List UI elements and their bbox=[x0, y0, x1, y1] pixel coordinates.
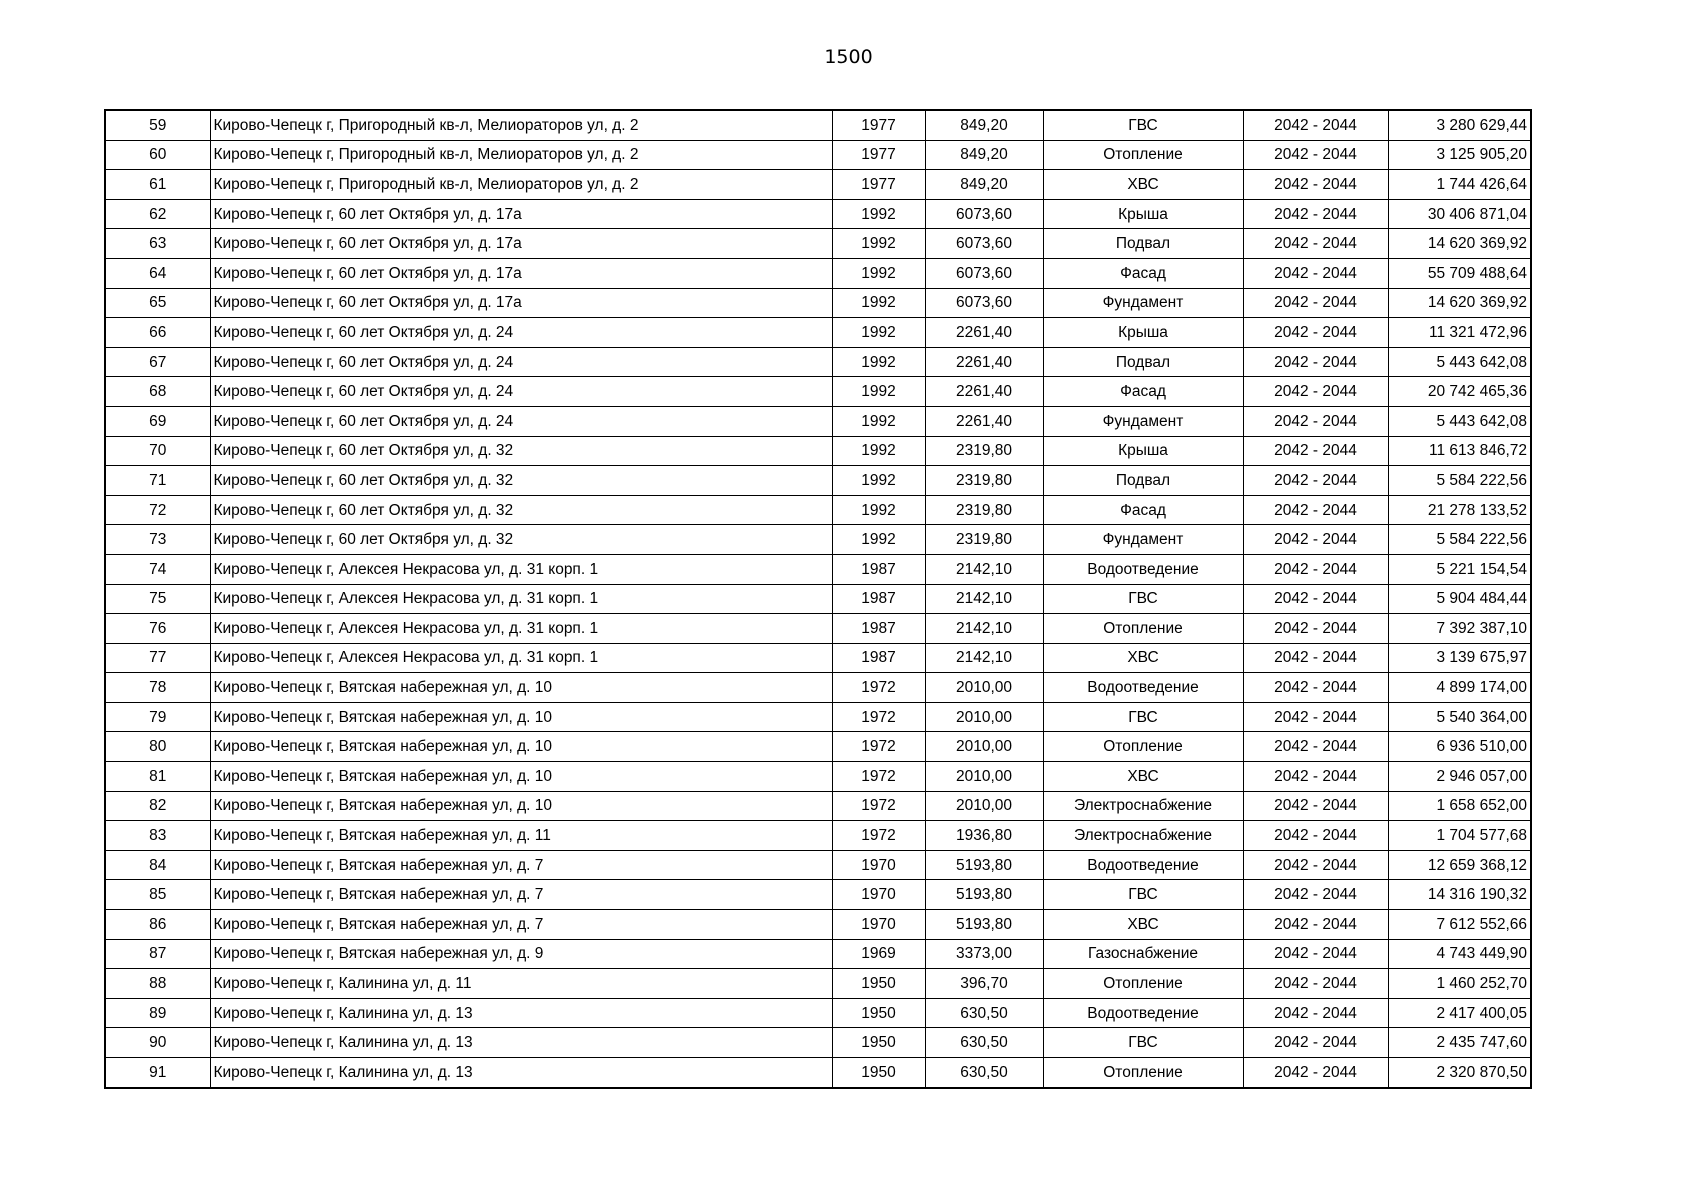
row-number-cell: 87 bbox=[105, 939, 210, 969]
work-type-cell: Отопление bbox=[1043, 732, 1243, 762]
row-number-cell: 79 bbox=[105, 702, 210, 732]
area-cell: 2261,40 bbox=[925, 406, 1043, 436]
address-cell: Кирово-Чепецк г, Калинина ул, д. 13 bbox=[210, 1058, 832, 1088]
cost-cell: 20 742 465,36 bbox=[1388, 377, 1531, 407]
period-cell: 2042 - 2044 bbox=[1243, 406, 1388, 436]
period-cell: 2042 - 2044 bbox=[1243, 702, 1388, 732]
area-cell: 2010,00 bbox=[925, 732, 1043, 762]
area-cell: 630,50 bbox=[925, 1058, 1043, 1088]
work-type-cell: Отопление bbox=[1043, 140, 1243, 170]
cost-cell: 5 443 642,08 bbox=[1388, 347, 1531, 377]
address-cell: Кирово-Чепецк г, Вятская набережная ул, д. 7 bbox=[210, 880, 832, 910]
table-row bbox=[105, 791, 1531, 821]
area-cell: 2010,00 bbox=[925, 762, 1043, 792]
row-number-cell: 63 bbox=[105, 229, 210, 259]
address-cell: Кирово-Чепецк г, 60 лет Октября ул, д. 17а bbox=[210, 199, 832, 229]
address-cell: Кирово-Чепецк г, 60 лет Октября ул, д. 24 bbox=[210, 406, 832, 436]
area-cell: 849,20 bbox=[925, 170, 1043, 200]
cost-cell: 5 904 484,44 bbox=[1388, 584, 1531, 614]
period-cell: 2042 - 2044 bbox=[1243, 288, 1388, 318]
address-cell: Кирово-Чепецк г, 60 лет Октября ул, д. 32 bbox=[210, 495, 832, 525]
work-type-cell: ГВС bbox=[1043, 1028, 1243, 1058]
cost-cell: 5 443 642,08 bbox=[1388, 406, 1531, 436]
table-row bbox=[105, 673, 1531, 703]
period-cell: 2042 - 2044 bbox=[1243, 969, 1388, 999]
area-cell: 2142,10 bbox=[925, 584, 1043, 614]
cost-cell: 5 584 222,56 bbox=[1388, 466, 1531, 496]
year-built-cell: 1992 bbox=[832, 466, 925, 496]
row-number-cell: 59 bbox=[105, 110, 210, 140]
address-cell: Кирово-Чепецк г, Пригородный кв-л, Мелиораторов ул, д. 2 bbox=[210, 110, 832, 140]
area-cell: 3373,00 bbox=[925, 939, 1043, 969]
address-cell: Кирово-Чепецк г, Вятская набережная ул, д. 7 bbox=[210, 850, 832, 880]
cost-cell: 21 278 133,52 bbox=[1388, 495, 1531, 525]
area-cell: 2319,80 bbox=[925, 495, 1043, 525]
year-built-cell: 1970 bbox=[832, 880, 925, 910]
work-type-cell: Подвал bbox=[1043, 466, 1243, 496]
cost-cell: 4 899 174,00 bbox=[1388, 673, 1531, 703]
cost-cell: 7 612 552,66 bbox=[1388, 910, 1531, 940]
cost-cell: 1 658 652,00 bbox=[1388, 791, 1531, 821]
row-number-cell: 60 bbox=[105, 140, 210, 170]
period-cell: 2042 - 2044 bbox=[1243, 732, 1388, 762]
row-number-cell: 71 bbox=[105, 466, 210, 496]
work-type-cell: Фасад bbox=[1043, 495, 1243, 525]
period-cell: 2042 - 2044 bbox=[1243, 229, 1388, 259]
row-number-cell: 86 bbox=[105, 910, 210, 940]
table-row bbox=[105, 347, 1531, 377]
work-type-cell: Подвал bbox=[1043, 229, 1243, 259]
row-number-cell: 61 bbox=[105, 170, 210, 200]
area-cell: 849,20 bbox=[925, 110, 1043, 140]
row-number-cell: 89 bbox=[105, 998, 210, 1028]
year-built-cell: 1970 bbox=[832, 850, 925, 880]
year-built-cell: 1992 bbox=[832, 258, 925, 288]
table-row bbox=[105, 140, 1531, 170]
work-type-cell: Водоотведение bbox=[1043, 554, 1243, 584]
area-cell: 6073,60 bbox=[925, 229, 1043, 259]
cost-cell: 2 946 057,00 bbox=[1388, 762, 1531, 792]
row-number-cell: 88 bbox=[105, 969, 210, 999]
table-row bbox=[105, 554, 1531, 584]
cost-cell: 7 392 387,10 bbox=[1388, 614, 1531, 644]
row-number-cell: 72 bbox=[105, 495, 210, 525]
period-cell: 2042 - 2044 bbox=[1243, 554, 1388, 584]
period-cell: 2042 - 2044 bbox=[1243, 495, 1388, 525]
area-cell: 396,70 bbox=[925, 969, 1043, 999]
cost-cell: 1 744 426,64 bbox=[1388, 170, 1531, 200]
area-cell: 2010,00 bbox=[925, 791, 1043, 821]
work-type-cell: Фундамент bbox=[1043, 525, 1243, 555]
year-built-cell: 1992 bbox=[832, 377, 925, 407]
period-cell: 2042 - 2044 bbox=[1243, 998, 1388, 1028]
address-cell: Кирово-Чепецк г, 60 лет Октября ул, д. 32 bbox=[210, 466, 832, 496]
area-cell: 2319,80 bbox=[925, 525, 1043, 555]
page-number: 1500 bbox=[824, 46, 873, 68]
address-cell: Кирово-Чепецк г, Алексея Некрасова ул, д. 31 корп. 1 bbox=[210, 584, 832, 614]
work-type-cell: Крыша bbox=[1043, 436, 1243, 466]
table-row bbox=[105, 939, 1531, 969]
area-cell: 2261,40 bbox=[925, 377, 1043, 407]
period-cell: 2042 - 2044 bbox=[1243, 643, 1388, 673]
row-number-cell: 76 bbox=[105, 614, 210, 644]
period-cell: 2042 - 2044 bbox=[1243, 614, 1388, 644]
work-type-cell: ХВС bbox=[1043, 170, 1243, 200]
row-number-cell: 91 bbox=[105, 1058, 210, 1088]
year-built-cell: 1977 bbox=[832, 140, 925, 170]
table-row bbox=[105, 614, 1531, 644]
address-cell: Кирово-Чепецк г, Вятская набережная ул, д. 7 bbox=[210, 910, 832, 940]
cost-cell: 14 620 369,92 bbox=[1388, 288, 1531, 318]
address-cell: Кирово-Чепецк г, Вятская набережная ул, д. 10 bbox=[210, 673, 832, 703]
table-row bbox=[105, 110, 1531, 140]
row-number-cell: 81 bbox=[105, 762, 210, 792]
table-row bbox=[105, 702, 1531, 732]
work-type-cell: Фасад bbox=[1043, 258, 1243, 288]
address-cell: Кирово-Чепецк г, Алексея Некрасова ул, д. 31 корп. 1 bbox=[210, 554, 832, 584]
year-built-cell: 1992 bbox=[832, 525, 925, 555]
address-cell: Кирово-Чепецк г, 60 лет Октября ул, д. 24 bbox=[210, 347, 832, 377]
work-type-cell: ГВС bbox=[1043, 584, 1243, 614]
area-cell: 2319,80 bbox=[925, 466, 1043, 496]
table-row bbox=[105, 318, 1531, 348]
row-number-cell: 68 bbox=[105, 377, 210, 407]
cost-cell: 3 139 675,97 bbox=[1388, 643, 1531, 673]
address-cell: Кирово-Чепецк г, Калинина ул, д. 11 bbox=[210, 969, 832, 999]
period-cell: 2042 - 2044 bbox=[1243, 1028, 1388, 1058]
cost-cell: 2 417 400,05 bbox=[1388, 998, 1531, 1028]
address-cell: Кирово-Чепецк г, Вятская набережная ул, д. 10 bbox=[210, 762, 832, 792]
year-built-cell: 1950 bbox=[832, 1058, 925, 1088]
area-cell: 6073,60 bbox=[925, 258, 1043, 288]
row-number-cell: 67 bbox=[105, 347, 210, 377]
area-cell: 6073,60 bbox=[925, 288, 1043, 318]
table-row bbox=[105, 406, 1531, 436]
address-cell: Кирово-Чепецк г, 60 лет Октября ул, д. 32 bbox=[210, 525, 832, 555]
area-cell: 2010,00 bbox=[925, 702, 1043, 732]
table-row bbox=[105, 288, 1531, 318]
table-row bbox=[105, 199, 1531, 229]
area-cell: 2142,10 bbox=[925, 554, 1043, 584]
area-cell: 2142,10 bbox=[925, 614, 1043, 644]
year-built-cell: 1970 bbox=[832, 910, 925, 940]
year-built-cell: 1987 bbox=[832, 614, 925, 644]
year-built-cell: 1992 bbox=[832, 288, 925, 318]
cost-cell: 1 704 577,68 bbox=[1388, 821, 1531, 851]
work-type-cell: Отопление bbox=[1043, 969, 1243, 999]
address-cell: Кирово-Чепецк г, 60 лет Октября ул, д. 32 bbox=[210, 436, 832, 466]
period-cell: 2042 - 2044 bbox=[1243, 939, 1388, 969]
period-cell: 2042 - 2044 bbox=[1243, 199, 1388, 229]
work-type-cell: Подвал bbox=[1043, 347, 1243, 377]
table-row bbox=[105, 1058, 1531, 1088]
period-cell: 2042 - 2044 bbox=[1243, 170, 1388, 200]
cost-cell: 11 321 472,96 bbox=[1388, 318, 1531, 348]
year-built-cell: 1950 bbox=[832, 1028, 925, 1058]
address-cell: Кирово-Чепецк г, Алексея Некрасова ул, д. 31 корп. 1 bbox=[210, 643, 832, 673]
work-type-cell: Отопление bbox=[1043, 1058, 1243, 1088]
row-number-cell: 64 bbox=[105, 258, 210, 288]
address-cell: Кирово-Чепецк г, Вятская набережная ул, д. 9 bbox=[210, 939, 832, 969]
period-cell: 2042 - 2044 bbox=[1243, 673, 1388, 703]
cost-cell: 30 406 871,04 bbox=[1388, 199, 1531, 229]
year-built-cell: 1992 bbox=[832, 318, 925, 348]
work-type-cell: Фундамент bbox=[1043, 406, 1243, 436]
period-cell: 2042 - 2044 bbox=[1243, 466, 1388, 496]
address-cell: Кирово-Чепецк г, Пригородный кв-л, Мелиораторов ул, д. 2 bbox=[210, 170, 832, 200]
year-built-cell: 1972 bbox=[832, 732, 925, 762]
period-cell: 2042 - 2044 bbox=[1243, 258, 1388, 288]
work-type-cell: Электроснабжение bbox=[1043, 821, 1243, 851]
row-number-cell: 73 bbox=[105, 525, 210, 555]
cost-cell: 5 584 222,56 bbox=[1388, 525, 1531, 555]
period-cell: 2042 - 2044 bbox=[1243, 1058, 1388, 1088]
year-built-cell: 1992 bbox=[832, 347, 925, 377]
period-cell: 2042 - 2044 bbox=[1243, 910, 1388, 940]
period-cell: 2042 - 2044 bbox=[1243, 850, 1388, 880]
address-cell: Кирово-Чепецк г, 60 лет Октября ул, д. 17а bbox=[210, 258, 832, 288]
row-number-cell: 90 bbox=[105, 1028, 210, 1058]
area-cell: 6073,60 bbox=[925, 199, 1043, 229]
address-cell: Кирово-Чепецк г, 60 лет Октября ул, д. 17а bbox=[210, 288, 832, 318]
year-built-cell: 1987 bbox=[832, 554, 925, 584]
address-cell: Кирово-Чепецк г, Вятская набережная ул, д. 10 bbox=[210, 702, 832, 732]
table-row bbox=[105, 525, 1531, 555]
area-cell: 2142,10 bbox=[925, 643, 1043, 673]
row-number-cell: 84 bbox=[105, 850, 210, 880]
work-type-cell: Отопление bbox=[1043, 614, 1243, 644]
cost-cell: 55 709 488,64 bbox=[1388, 258, 1531, 288]
work-type-cell: Фасад bbox=[1043, 377, 1243, 407]
period-cell: 2042 - 2044 bbox=[1243, 110, 1388, 140]
row-number-cell: 66 bbox=[105, 318, 210, 348]
year-built-cell: 1992 bbox=[832, 495, 925, 525]
area-cell: 5193,80 bbox=[925, 850, 1043, 880]
table-row bbox=[105, 1028, 1531, 1058]
area-cell: 630,50 bbox=[925, 1028, 1043, 1058]
row-number-cell: 75 bbox=[105, 584, 210, 614]
cost-cell: 2 435 747,60 bbox=[1388, 1028, 1531, 1058]
table-row bbox=[105, 850, 1531, 880]
period-cell: 2042 - 2044 bbox=[1243, 791, 1388, 821]
year-built-cell: 1977 bbox=[832, 170, 925, 200]
year-built-cell: 1972 bbox=[832, 821, 925, 851]
year-built-cell: 1992 bbox=[832, 199, 925, 229]
row-number-cell: 82 bbox=[105, 791, 210, 821]
address-cell: Кирово-Чепецк г, Калинина ул, д. 13 bbox=[210, 1028, 832, 1058]
work-type-cell: ГВС bbox=[1043, 110, 1243, 140]
period-cell: 2042 - 2044 bbox=[1243, 821, 1388, 851]
year-built-cell: 1992 bbox=[832, 229, 925, 259]
year-built-cell: 1987 bbox=[832, 643, 925, 673]
year-built-cell: 1972 bbox=[832, 791, 925, 821]
table-row bbox=[105, 377, 1531, 407]
address-cell: Кирово-Чепецк г, 60 лет Октября ул, д. 24 bbox=[210, 377, 832, 407]
period-cell: 2042 - 2044 bbox=[1243, 880, 1388, 910]
period-cell: 2042 - 2044 bbox=[1243, 584, 1388, 614]
cost-cell: 5 221 154,54 bbox=[1388, 554, 1531, 584]
address-cell: Кирово-Чепецк г, Вятская набережная ул, д. 10 bbox=[210, 732, 832, 762]
table-row bbox=[105, 969, 1531, 999]
work-type-cell: ХВС bbox=[1043, 643, 1243, 673]
address-cell: Кирово-Чепецк г, Вятская набережная ул, д. 10 bbox=[210, 791, 832, 821]
year-built-cell: 1992 bbox=[832, 436, 925, 466]
area-cell: 2319,80 bbox=[925, 436, 1043, 466]
year-built-cell: 1992 bbox=[832, 406, 925, 436]
work-type-cell: ХВС bbox=[1043, 762, 1243, 792]
table-row bbox=[105, 436, 1531, 466]
period-cell: 2042 - 2044 bbox=[1243, 436, 1388, 466]
area-cell: 2261,40 bbox=[925, 347, 1043, 377]
row-number-cell: 83 bbox=[105, 821, 210, 851]
cost-cell: 5 540 364,00 bbox=[1388, 702, 1531, 732]
repair-schedule-table bbox=[104, 109, 1532, 1089]
row-number-cell: 77 bbox=[105, 643, 210, 673]
table-row bbox=[105, 170, 1531, 200]
row-number-cell: 69 bbox=[105, 406, 210, 436]
year-built-cell: 1972 bbox=[832, 673, 925, 703]
cost-cell: 14 316 190,32 bbox=[1388, 880, 1531, 910]
address-cell: Кирово-Чепецк г, 60 лет Октября ул, д. 24 bbox=[210, 318, 832, 348]
area-cell: 630,50 bbox=[925, 998, 1043, 1028]
period-cell: 2042 - 2044 bbox=[1243, 377, 1388, 407]
work-type-cell: Крыша bbox=[1043, 318, 1243, 348]
year-built-cell: 1969 bbox=[832, 939, 925, 969]
address-cell: Кирово-Чепецк г, Пригородный кв-л, Мелиораторов ул, д. 2 bbox=[210, 140, 832, 170]
year-built-cell: 1977 bbox=[832, 110, 925, 140]
cost-cell: 3 280 629,44 bbox=[1388, 110, 1531, 140]
period-cell: 2042 - 2044 bbox=[1243, 762, 1388, 792]
area-cell: 5193,80 bbox=[925, 880, 1043, 910]
table-row bbox=[105, 643, 1531, 673]
cost-cell: 4 743 449,90 bbox=[1388, 939, 1531, 969]
cost-cell: 14 620 369,92 bbox=[1388, 229, 1531, 259]
table-row bbox=[105, 229, 1531, 259]
table-row bbox=[105, 732, 1531, 762]
table-row bbox=[105, 880, 1531, 910]
cost-cell: 1 460 252,70 bbox=[1388, 969, 1531, 999]
work-type-cell: Электроснабжение bbox=[1043, 791, 1243, 821]
row-number-cell: 70 bbox=[105, 436, 210, 466]
work-type-cell: ГВС bbox=[1043, 702, 1243, 732]
work-type-cell: ХВС bbox=[1043, 910, 1243, 940]
row-number-cell: 65 bbox=[105, 288, 210, 318]
work-type-cell: Водоотведение bbox=[1043, 673, 1243, 703]
year-built-cell: 1950 bbox=[832, 998, 925, 1028]
address-cell: Кирово-Чепецк г, Алексея Некрасова ул, д. 31 корп. 1 bbox=[210, 614, 832, 644]
row-number-cell: 78 bbox=[105, 673, 210, 703]
work-type-cell: Фундамент bbox=[1043, 288, 1243, 318]
cost-cell: 11 613 846,72 bbox=[1388, 436, 1531, 466]
area-cell: 849,20 bbox=[925, 140, 1043, 170]
address-cell: Кирово-Чепецк г, Калинина ул, д. 13 bbox=[210, 998, 832, 1028]
year-built-cell: 1972 bbox=[832, 762, 925, 792]
area-cell: 1936,80 bbox=[925, 821, 1043, 851]
cost-cell: 2 320 870,50 bbox=[1388, 1058, 1531, 1088]
work-type-cell: Водоотведение bbox=[1043, 998, 1243, 1028]
table-row bbox=[105, 821, 1531, 851]
period-cell: 2042 - 2044 bbox=[1243, 347, 1388, 377]
address-cell: Кирово-Чепецк г, Вятская набережная ул, д. 11 bbox=[210, 821, 832, 851]
period-cell: 2042 - 2044 bbox=[1243, 525, 1388, 555]
work-type-cell: ГВС bbox=[1043, 880, 1243, 910]
row-number-cell: 80 bbox=[105, 732, 210, 762]
area-cell: 2010,00 bbox=[925, 673, 1043, 703]
row-number-cell: 74 bbox=[105, 554, 210, 584]
row-number-cell: 85 bbox=[105, 880, 210, 910]
work-type-cell: Газоснабжение bbox=[1043, 939, 1243, 969]
area-cell: 2261,40 bbox=[925, 318, 1043, 348]
work-type-cell: Водоотведение bbox=[1043, 850, 1243, 880]
work-type-cell: Крыша bbox=[1043, 199, 1243, 229]
table-row bbox=[105, 910, 1531, 940]
cost-cell: 6 936 510,00 bbox=[1388, 732, 1531, 762]
year-built-cell: 1950 bbox=[832, 969, 925, 999]
cost-cell: 3 125 905,20 bbox=[1388, 140, 1531, 170]
cost-cell: 12 659 368,12 bbox=[1388, 850, 1531, 880]
table-row bbox=[105, 258, 1531, 288]
year-built-cell: 1987 bbox=[832, 584, 925, 614]
year-built-cell: 1972 bbox=[832, 702, 925, 732]
address-cell: Кирово-Чепецк г, 60 лет Октября ул, д. 17а bbox=[210, 229, 832, 259]
period-cell: 2042 - 2044 bbox=[1243, 318, 1388, 348]
table-row bbox=[105, 762, 1531, 792]
period-cell: 2042 - 2044 bbox=[1243, 140, 1388, 170]
table-body bbox=[105, 110, 1531, 1088]
row-number-cell: 62 bbox=[105, 199, 210, 229]
table-row bbox=[105, 998, 1531, 1028]
table-row bbox=[105, 584, 1531, 614]
area-cell: 5193,80 bbox=[925, 910, 1043, 940]
table-row bbox=[105, 466, 1531, 496]
table-row bbox=[105, 495, 1531, 525]
